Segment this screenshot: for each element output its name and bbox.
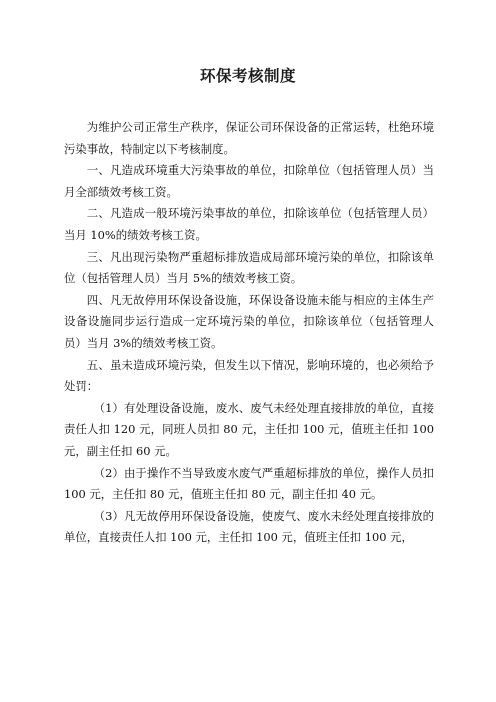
clause-2-paragraph: 二、凡造成一般环境污染事故的单位，扣除该单位（包括管理人员）当月 10%的绩效考核工资。 (64, 206, 434, 242)
clause-3-paragraph: 三、凡出现污染物严重超标排放造成局部环境污染的单位，扣除该单位（包括管理人员）当月 5%的绩效考核工资。 (64, 249, 434, 286)
document-title: 环保考核制度 (199, 67, 296, 85)
clause-1-paragraph: 一、凡造成环境重大污染事故的单位，扣除单位（包括管理人员）当月全部绩效考核工资。 (64, 163, 434, 199)
document-body (64, 117, 434, 549)
sub-clause-1-paragraph: （1）有处理设备设施，废水、废气未经处理直接排放的单位，直接责任人扣 120 元，同班人员扣 80 元，主任扣 100 元，值班主任扣 100 元，副主任扣 60 元。 (64, 400, 434, 458)
clause-5-paragraph: 五、虽未造成环境污染，但发生以下情况，影响环境的，也必须给予处罚： (64, 357, 434, 394)
clause-4-paragraph: 四、凡无故停用环保设备设施，环保设备设施未能与相应的主体生产设备设施同步运行造成一定环境污染的单位，扣除该单位（包括管理人员）当月 3%的绩效考核工资。 (64, 292, 434, 350)
sub-clause-2-paragraph: （2）由于操作不当导致废水废气严重超标排放的单位，操作人员扣 100 元，主任扣 80 元，值班主任扣 80 元，副主任扣 40 元。 (64, 465, 434, 502)
intro-paragraph: 为维护公司正常生产秩序，保证公司环保设备的正常运转，杜绝环境污染事故，特制定以下考核制度。 (64, 120, 434, 156)
sub-clause-3-paragraph: （3）凡无故停用环保设备设施，使废气、废水未经处理直接排放的单位，直接责任人扣 100 元，主任扣 100 元，值班主任扣 100 元， (64, 508, 434, 545)
